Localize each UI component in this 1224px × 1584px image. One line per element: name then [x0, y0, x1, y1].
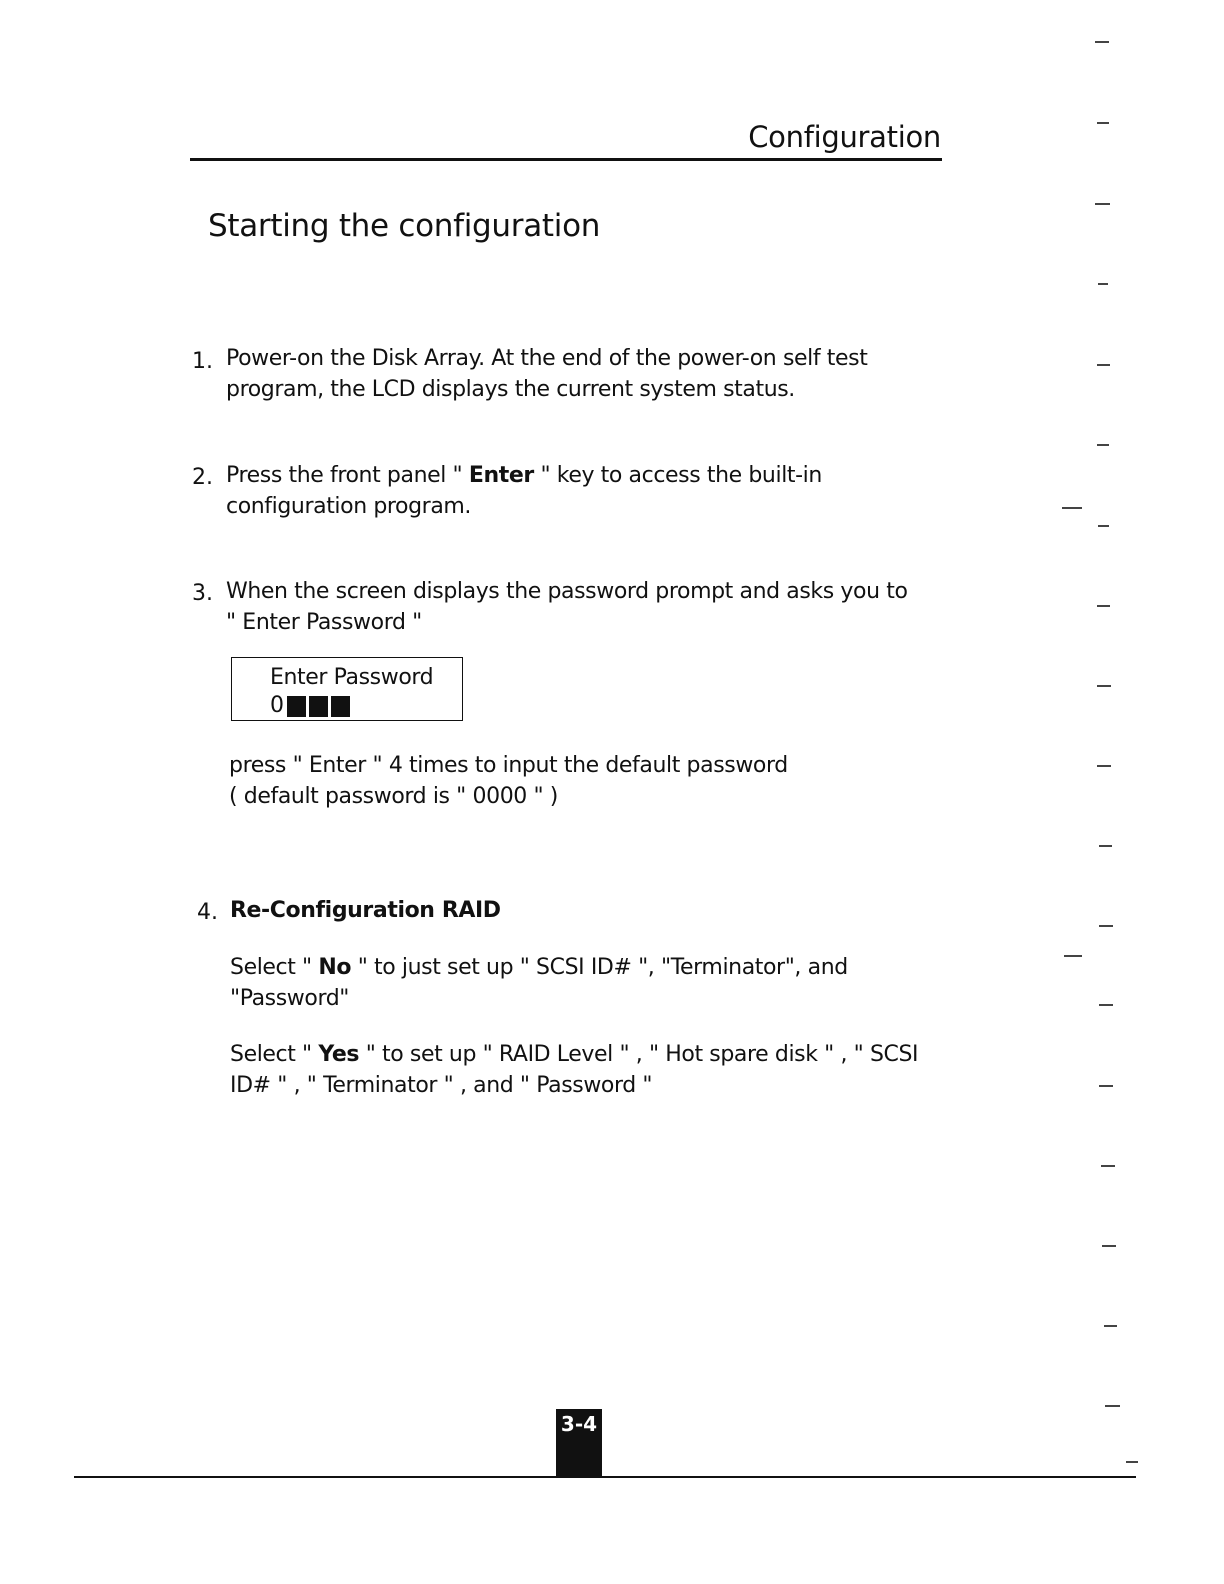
margin-tick-mark	[1104, 1325, 1117, 1327]
margin-tick-mark	[1095, 203, 1110, 205]
option-yes-line-2: ID# " , " Terminator " , and " Password "	[230, 1073, 653, 1098]
step-4-heading: Re-Configuration RAID	[230, 898, 501, 923]
margin-tick-mark	[1064, 955, 1082, 957]
step-1-line-2: program, the LCD displays the current system status.	[226, 377, 795, 402]
margin-tick-mark	[1097, 122, 1109, 124]
step-2-number: 2.	[192, 465, 213, 490]
margin-tick-mark	[1099, 1004, 1113, 1006]
lcd-cursor-block	[309, 696, 328, 717]
page-header-title: Configuration	[748, 120, 941, 154]
header-rule	[190, 158, 942, 161]
lcd-prompt-text: Enter Password	[270, 665, 434, 690]
margin-tick-mark	[1097, 765, 1111, 767]
step-4-number: 4.	[197, 900, 218, 925]
step-3-line-1: When the screen displays the password prompt and asks you to	[226, 579, 908, 604]
step-3-after-line-1: press " Enter " 4 times to input the default password	[229, 753, 788, 778]
margin-tick-mark	[1101, 1165, 1115, 1167]
lcd-cursor-block	[287, 696, 306, 717]
margin-tick-mark	[1097, 685, 1111, 687]
page-number-box	[556, 1409, 602, 1478]
margin-tick-mark	[1102, 1245, 1116, 1247]
enter-key-label: Enter	[468, 463, 534, 488]
lcd-display-box	[231, 657, 463, 721]
yes-option-label: Yes	[318, 1042, 360, 1067]
option-yes-line-1: Select " Yes " to set up " RAID Level " , " Hot spare disk " , " SCSI	[230, 1042, 919, 1067]
margin-tick-mark	[1095, 41, 1109, 43]
option-no-line-1: Select " No " to just set up " SCSI ID# ", "Terminator", and	[230, 955, 848, 980]
no-option-label: No	[318, 955, 352, 980]
page-number: 3-4	[560, 1412, 598, 1436]
step-1-line-1: Power-on the Disk Array. At the end of the power-on self test	[226, 346, 868, 371]
option-no-line-2: "Password"	[230, 986, 349, 1011]
margin-tick-mark	[1099, 1085, 1113, 1087]
step-2-line-2: configuration program.	[226, 494, 472, 519]
step-3-after-line-2: ( default password is " 0000 " )	[229, 784, 558, 809]
lcd-cursor-block	[331, 696, 350, 717]
margin-tick-mark	[1097, 605, 1110, 607]
margin-tick-mark	[1062, 507, 1082, 509]
step-3-number: 3.	[192, 581, 213, 606]
margin-tick-mark	[1097, 444, 1109, 446]
step-3-line-2: " Enter Password "	[226, 610, 422, 635]
section-title: Starting the configuration	[208, 208, 601, 244]
step-1-number: 1.	[192, 349, 213, 374]
footer-rule	[74, 1476, 1136, 1478]
margin-tick-mark	[1097, 364, 1110, 366]
margin-tick-mark	[1099, 925, 1113, 927]
margin-tick-mark	[1098, 525, 1109, 527]
lcd-first-digit: 0	[270, 693, 284, 718]
margin-tick-mark	[1126, 1461, 1138, 1463]
lcd-password-entry	[270, 695, 350, 717]
margin-tick-mark	[1105, 1405, 1120, 1407]
margin-tick-mark	[1099, 845, 1112, 847]
margin-tick-mark	[1098, 283, 1108, 285]
step-2-line-1: Press the front panel " Enter " key to access the built-in	[226, 463, 822, 488]
